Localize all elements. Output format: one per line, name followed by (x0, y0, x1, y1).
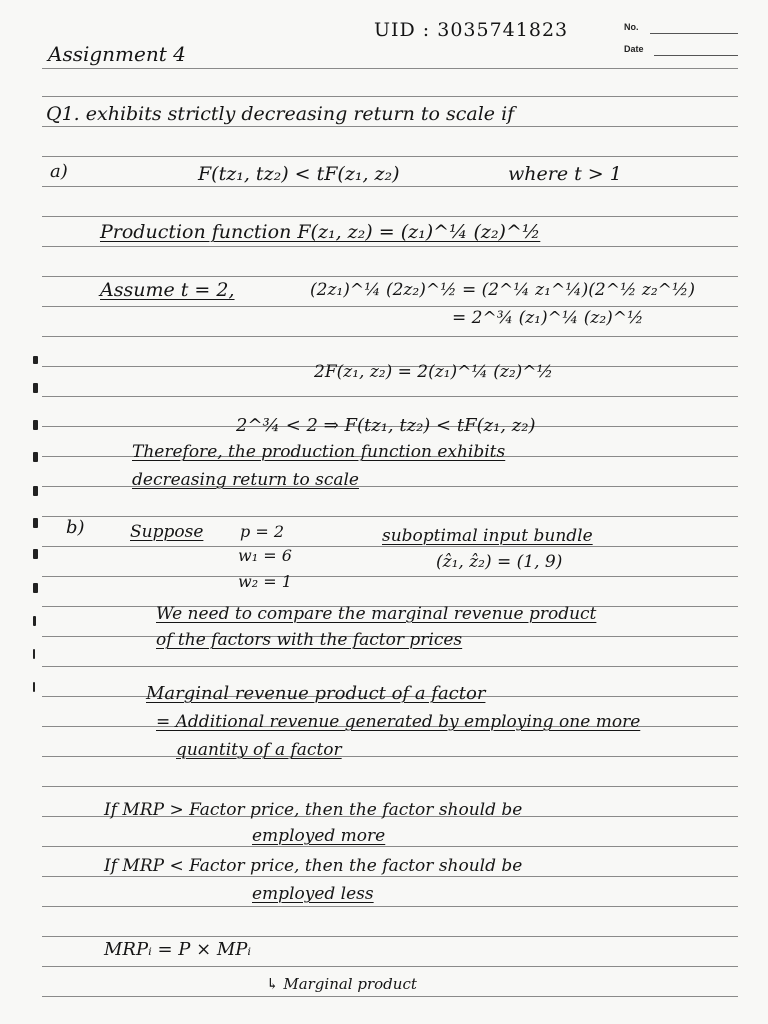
ruled-line (42, 846, 738, 847)
ruled-line (42, 546, 738, 547)
ruled-line (42, 306, 738, 307)
price-p: p = 2 (240, 522, 284, 541)
suppose-label: Suppose (130, 522, 204, 542)
no-label: No. (624, 22, 639, 32)
binding-mark (33, 383, 38, 393)
assume-t: Assume t = 2, (100, 279, 235, 301)
ruled-line (42, 96, 738, 97)
date-label: Date (624, 44, 644, 54)
drs-condition: F(tz₁, tz₂) < tF(z₁, z₂) (198, 163, 400, 185)
ruled-line (42, 576, 738, 577)
ruled-line (42, 276, 738, 277)
rule-mrp-less: If MRP < Factor price, then the factor should be (104, 856, 523, 876)
compare-line-2: of the factors with the factor prices (156, 630, 463, 650)
binding-mark (33, 420, 38, 430)
ruled-line (42, 156, 738, 157)
ruled-line (42, 126, 738, 127)
ruled-line (42, 756, 738, 757)
binding-mark (33, 549, 38, 559)
mrp-definition-3: quantity of a factor (176, 740, 342, 760)
binding-mark (33, 583, 38, 593)
page-title: Assignment 4 (48, 42, 186, 66)
binding-mark (33, 682, 35, 692)
ruled-line (42, 786, 738, 787)
ruled-line (42, 68, 738, 69)
scaled-function: 2F(z₁, z₂) = 2(z₁)^¼ (z₂)^½ (314, 362, 554, 382)
mrp-formula: MRPᵢ = P × MPᵢ (104, 939, 252, 960)
ruled-line (42, 996, 738, 997)
ruled-line (42, 876, 738, 877)
compare-line-1: We need to compare the marginal revenue product (156, 604, 597, 624)
rule-employ-more: employed more (252, 826, 386, 846)
part-b-label: b) (66, 517, 85, 538)
student-uid: UID : 3035741823 (374, 19, 569, 41)
ruled-line (42, 246, 738, 247)
bundle-value: (ẑ₁, ẑ₂) = (1, 9) (436, 552, 563, 572)
rule-mrp-greater: If MRP > Factor price, then the factor should be (104, 800, 523, 820)
binding-mark (33, 486, 38, 496)
ruled-line (42, 936, 738, 937)
therefore-line-2: decreasing return to scale (132, 470, 359, 490)
binding-mark (33, 518, 38, 528)
ruled-line (42, 516, 738, 517)
ruled-line (42, 966, 738, 967)
mrp-definition-2: = Additional revenue generated by employing one more (156, 712, 641, 732)
binding-mark (33, 649, 35, 659)
ruled-line (42, 216, 738, 217)
therefore-line-1: Therefore, the production function exhibits (132, 442, 506, 462)
question-heading: Q1. exhibits strictly decreasing return to scale if (46, 103, 515, 125)
comparison: 2^¾ < 2 ⇒ F(tz₁, tz₂) < tF(z₁, z₂) (236, 415, 536, 436)
no-line (650, 33, 738, 34)
rule-employ-less: employed less (252, 884, 374, 904)
bundle-label: suboptimal input bundle (382, 526, 593, 546)
ruled-line (42, 906, 738, 907)
ruled-line (42, 186, 738, 187)
expansion-line-1: (2z₁)^¼ (2z₂)^½ = (2^¼ z₁^¼)(2^½ z₂^½) (310, 280, 695, 300)
date-line (654, 55, 738, 56)
condition-where: where t > 1 (508, 163, 622, 185)
part-a-label: a) (50, 161, 68, 182)
wage-w2: w₂ = 1 (238, 572, 292, 591)
ruled-line (42, 336, 738, 337)
marginal-product-note: ↳ Marginal product (266, 975, 417, 993)
mrp-definition-1: Marginal revenue product of a factor (146, 683, 486, 704)
binding-mark (33, 616, 36, 626)
wage-w1: w₁ = 6 (238, 546, 292, 565)
ruled-line (42, 396, 738, 397)
expansion-line-2: = 2^¾ (z₁)^¼ (z₂)^½ (452, 308, 644, 328)
production-function: Production function F(z₁, z₂) = (z₁)^¼ (z₂)^½ (100, 221, 541, 243)
binding-mark (33, 356, 38, 364)
binding-mark (33, 452, 38, 462)
ruled-line (42, 666, 738, 667)
